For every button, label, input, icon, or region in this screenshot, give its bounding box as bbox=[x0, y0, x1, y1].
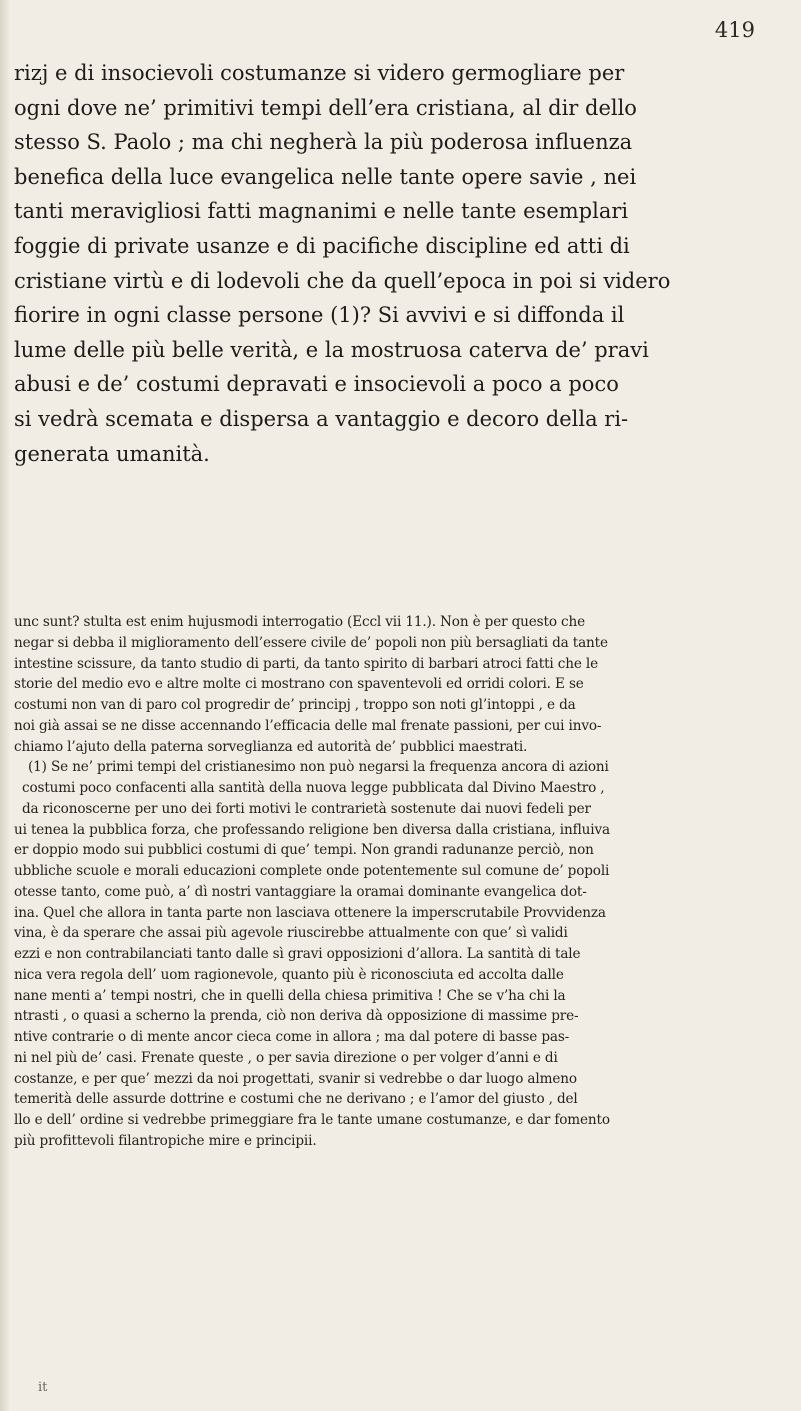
main-text-line: benefica della luce evangelica nelle tante opere savie , nei bbox=[14, 164, 637, 189]
main-text-block bbox=[0, 56, 790, 471]
footnote-line: negar si debba il miglioramento dell’essere civile de’ popoli non più bersagliati da tante bbox=[14, 634, 608, 651]
bottom-mark: it bbox=[38, 1380, 48, 1395]
footnote-line: llo e dell’ ordine si vedrebbe primeggiare fra le tante umane costumanze, e dar fomento bbox=[14, 1112, 610, 1128]
footnote-line: temerità delle assurde dottrine e costumi che ne derivano ; e l’amor del giusto , del bbox=[14, 1091, 578, 1108]
footnote-line: (1) Se ne’ primi tempi del cristianesimo non può negarsi la frequenza ancora di azioni bbox=[28, 759, 609, 776]
footnote-line: da riconoscerne per uno dei forti motivi le contrarietà sostenute dai nuovi fedeli per bbox=[22, 800, 591, 817]
main-text-line: abusi e de’ costumi depravati e insocievoli a poco a poco bbox=[14, 372, 619, 397]
main-text-line: lume delle più belle verità, e la mostruosa caterva de’ pravi bbox=[14, 337, 649, 362]
footnote-line: er doppio modo sui pubblici costumi di que’ tempi. Non grandi radunanze perciò, non bbox=[14, 842, 594, 859]
footnote-line: ni nel più de’ casi. Frenate queste , o per savia direzione o per volger d’anni e di bbox=[14, 1049, 558, 1066]
footnote-line: noi già assai se ne disse accennando l’efficacia delle mal frenate passioni, per cui invo- bbox=[14, 717, 602, 734]
footnote-line: nane menti a’ tempi nostri, che in quelli della chiesa primitiva ! Che se v’ha chi la bbox=[14, 987, 566, 1004]
footnotes-block bbox=[0, 612, 792, 1152]
footnote-line: ina. Quel che allora in tanta parte non lasciava ottenere la imperscrutabile Provvidenza bbox=[14, 904, 606, 921]
footnote-line: ntive contrarie o di mente ancor cieca come in allora ; ma dal potere di basse pas- bbox=[14, 1029, 570, 1045]
footnote-line: più profittevoli filantropiche mire e principii. bbox=[14, 1132, 317, 1149]
page-number: 419 bbox=[714, 18, 755, 42]
main-text-line: rizj e di insocievoli costumanze si videro germogliare per bbox=[14, 61, 625, 85]
footnote-line: ubbliche scuole e morali educazioni complete onde potentemente sul comune de’ popoli bbox=[14, 863, 610, 879]
main-text-line: tanti meravigliosi fatti magnanimi e nelle tante esemplari bbox=[14, 199, 629, 224]
footnote-line: ntrasti , o quasi a scherno la prenda, ciò non deriva dà opposizione di massime pre- bbox=[14, 1008, 579, 1025]
footnote-line: chiamo l’ajuto della paterna sorveglianza ed autorità de’ pubblici maestrati. bbox=[14, 738, 528, 755]
main-text-line: generata umanità. bbox=[14, 441, 210, 466]
footnote-line: vina, è da sperare che assai più agevole riuscirebbe attualmente con que’ sì validi bbox=[14, 925, 568, 942]
footnote-line: costumi poco confacenti alla santità della nuova legge pubblicata dal Divino Maestro , bbox=[22, 780, 605, 796]
footnote-line: nica vera regola dell’ uom ragionevole, quanto più è riconosciuta ed accolta dalle bbox=[14, 966, 564, 983]
main-text-line: stesso S. Paolo ; ma chi negherà la più poderosa influenza bbox=[14, 130, 633, 155]
footnote-line: ui tenea la pubblica forza, che professando religione ben diversa dalla cristiana, influiva bbox=[14, 821, 610, 838]
footnote-line: costanze, e per que’ mezzi da noi progettati, svanir si vedrebbe o dar luogo almeno bbox=[14, 1070, 577, 1087]
footnote-line: storie del medio evo e altre molte ci mostrano con spaventevoli ed orridi colori. E se bbox=[14, 676, 584, 693]
footnote-line: otesse tanto, come può, a’ dì nostri vantaggiare la oramai dominante evangelica dot- bbox=[14, 883, 587, 900]
footnote-line: ezzi e non contrabilanciati tanto dalle sì gravi opposizioni d’allora. La santità di tale bbox=[14, 946, 581, 962]
main-text-line: si vedrà scemata e dispersa a vantaggio e decoro della ri- bbox=[14, 406, 629, 431]
main-text-line: fiorire in ogni classe persone (1)? Si avvivi e si diffonda il bbox=[14, 303, 625, 328]
main-text-line: ogni dove ne’ primitivi tempi dell’era cristiana, al dir dello bbox=[14, 95, 637, 120]
main-text-line: cristiane virtù e di lodevoli che da quell’epoca in poi si videro bbox=[14, 268, 671, 293]
footnote-line: intestine scissure, da tanto studio di parti, da tanto spirito di barbari atroci fatti che le bbox=[14, 655, 598, 672]
footnote-line: unc sunt? stulta est enim hujusmodi interrogatio (Eccl vii 11.). Non è per questo che bbox=[14, 614, 585, 630]
main-text-line: foggie di private usanze e di pacifiche discipline ed atti di bbox=[14, 233, 630, 258]
footnote-line: costumi non van di paro col progredir de’ principj , troppo son noti gl’intoppi , e da bbox=[14, 697, 576, 713]
